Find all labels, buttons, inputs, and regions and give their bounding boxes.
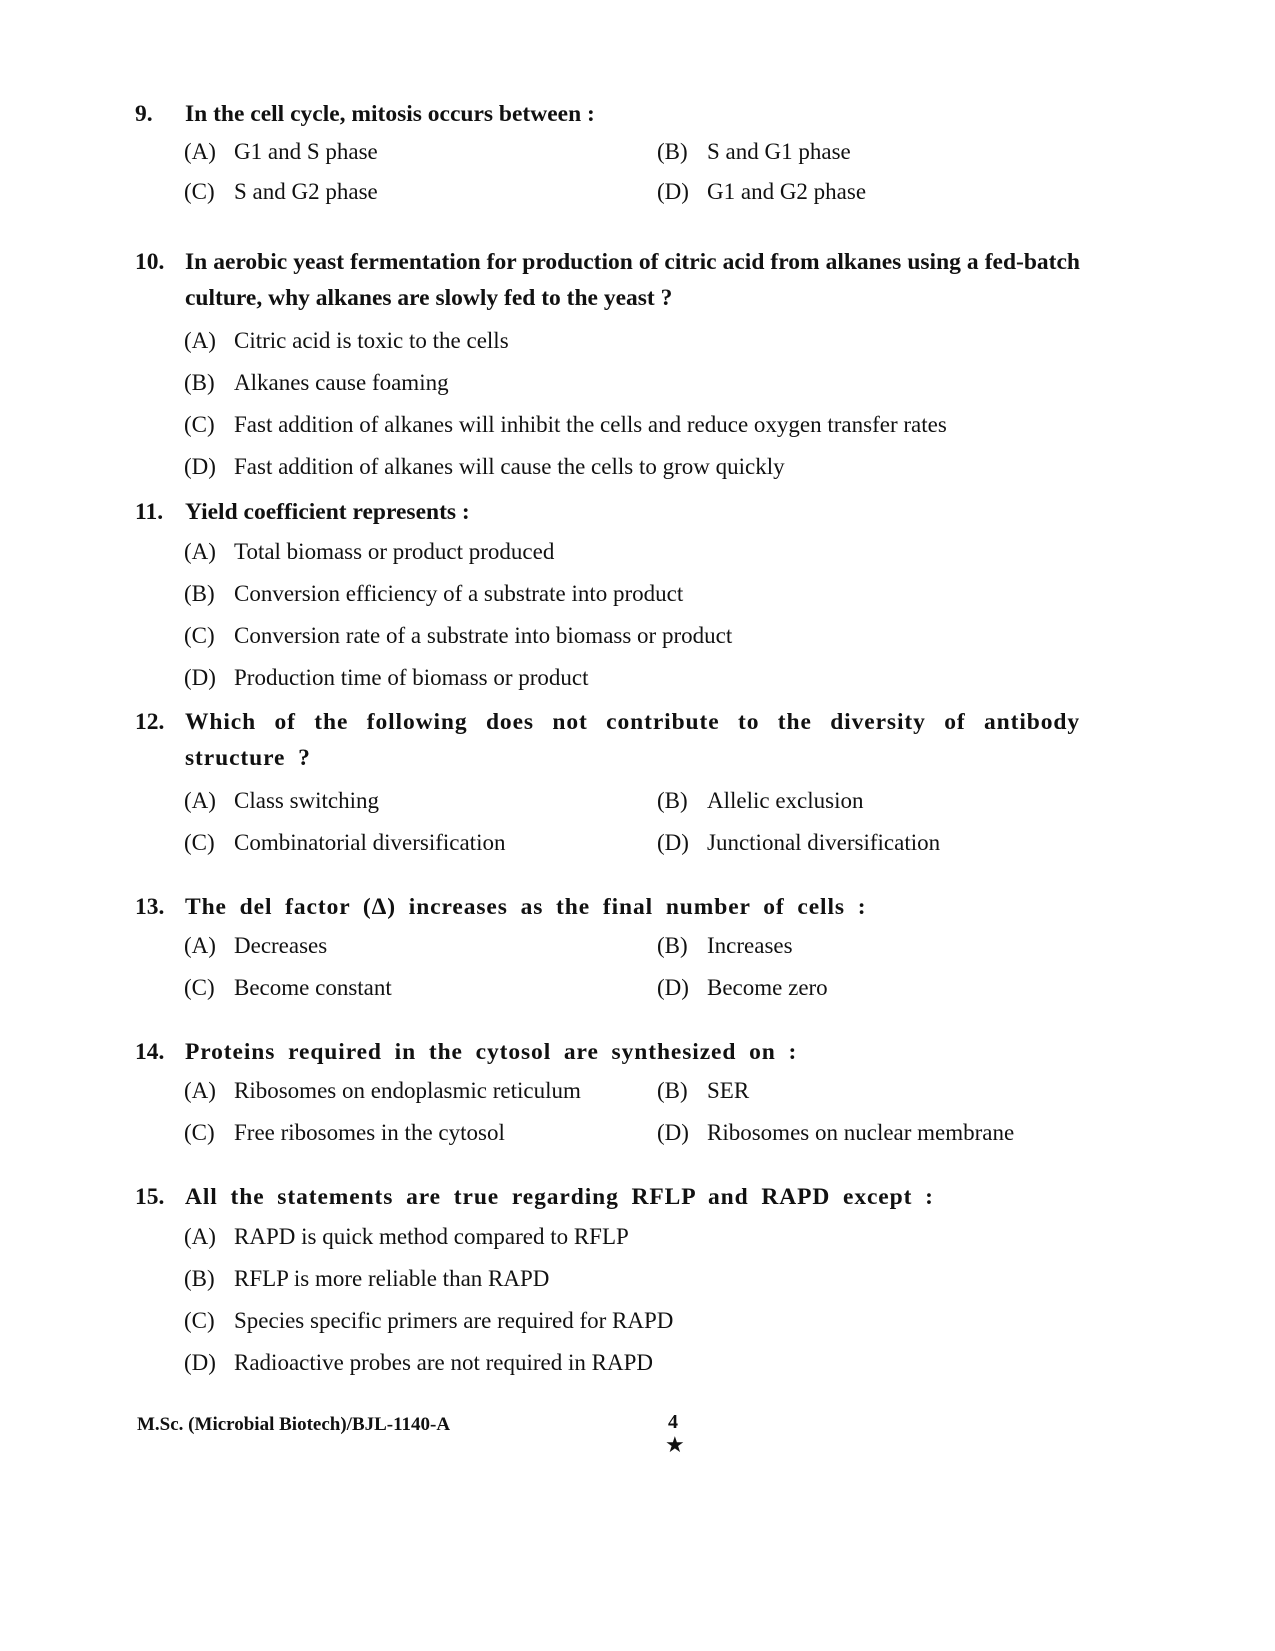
- option-d: (D) Junctional diversification: [657, 830, 941, 855]
- question-number: 12.: [135, 709, 165, 735]
- question-14: [135, 1034, 1080, 1070]
- question-text: In aerobic yeast fermentation for production of citric acid from alkanes using a fed-batch culture, why alkanes are slowly fed to the yeast ?: [185, 249, 1080, 311]
- option-a: (A) Ribosomes on endoplasmic reticulum: [184, 1078, 581, 1103]
- option-c: (C) Species specific primers are required for RAPD: [184, 1308, 674, 1333]
- question-number: 14.: [135, 1039, 165, 1065]
- question-9: [135, 96, 1080, 132]
- question-15: [135, 1179, 1080, 1215]
- option-c: (C) Fast addition of alkanes will inhibit the cells and reduce oxygen transfer rates: [184, 412, 947, 437]
- option-b: (B) Increases: [657, 933, 793, 958]
- option-d: (D) Ribosomes on nuclear membrane: [657, 1120, 1015, 1145]
- question-text: All the statements are true regarding RFLP and RAPD except :: [185, 1184, 934, 1210]
- option-d: (D) Radioactive probes are not required in RAPD: [184, 1350, 653, 1375]
- question-text: Which of the following does not contribute to the diversity of antibody structure ?: [185, 709, 1080, 771]
- option-c: (C) Become constant: [184, 975, 392, 1000]
- option-a: (A) Decreases: [184, 933, 328, 958]
- question-12: [135, 704, 1080, 776]
- option-d: (D) Production time of biomass or product: [184, 665, 589, 690]
- option-a: (A) Citric acid is toxic to the cells: [184, 328, 509, 353]
- course-code: M.Sc. (Microbial Biotech)/BJL-1140-A: [137, 1414, 451, 1435]
- question-10: [135, 244, 1080, 316]
- option-a: (A) Total biomass or product produced: [184, 539, 555, 564]
- page-number: 4: [668, 1411, 678, 1433]
- option-c: (C) Combinatorial diversification: [184, 830, 506, 855]
- option-b: (B) SER: [657, 1078, 750, 1103]
- option-b: (B) Allelic exclusion: [657, 788, 864, 813]
- question-number: 13.: [135, 894, 165, 920]
- question-13: [135, 889, 1080, 925]
- option-a: (A) G1 and S phase: [184, 139, 378, 164]
- option-b: (B) Alkanes cause foaming: [184, 370, 449, 395]
- question-number: 15.: [135, 1184, 165, 1210]
- question-number: 10.: [135, 249, 165, 275]
- star-icon: ★: [665, 1432, 685, 1457]
- option-c: (C) Conversion rate of a substrate into biomass or product: [184, 623, 733, 648]
- question-text: The del factor (Δ) increases as the final number of cells :: [185, 894, 867, 920]
- option-b: (B) RFLP is more reliable than RAPD: [184, 1266, 550, 1291]
- question-text: Yield coefficient represents :: [185, 499, 470, 525]
- question-11: [135, 494, 1080, 530]
- option-a: (A) RAPD is quick method compared to RFLP: [184, 1224, 629, 1249]
- option-b: (B) Conversion efficiency of a substrate into product: [184, 581, 684, 606]
- option-c: (C) Free ribosomes in the cytosol: [184, 1120, 505, 1145]
- option-d: (D) G1 and G2 phase: [657, 179, 867, 204]
- question-text: In the cell cycle, mitosis occurs between :: [185, 101, 595, 127]
- question-text: Proteins required in the cytosol are synthesized on :: [185, 1039, 798, 1065]
- option-d: (D) Fast addition of alkanes will cause the cells to grow quickly: [184, 454, 785, 479]
- question-number: 9.: [135, 101, 153, 127]
- option-b: (B) S and G1 phase: [657, 139, 851, 164]
- question-number: 11.: [135, 499, 164, 525]
- option-d: (D) Become zero: [657, 975, 828, 1000]
- option-c: (C) S and G2 phase: [184, 179, 378, 204]
- option-a: (A) Class switching: [184, 788, 380, 813]
